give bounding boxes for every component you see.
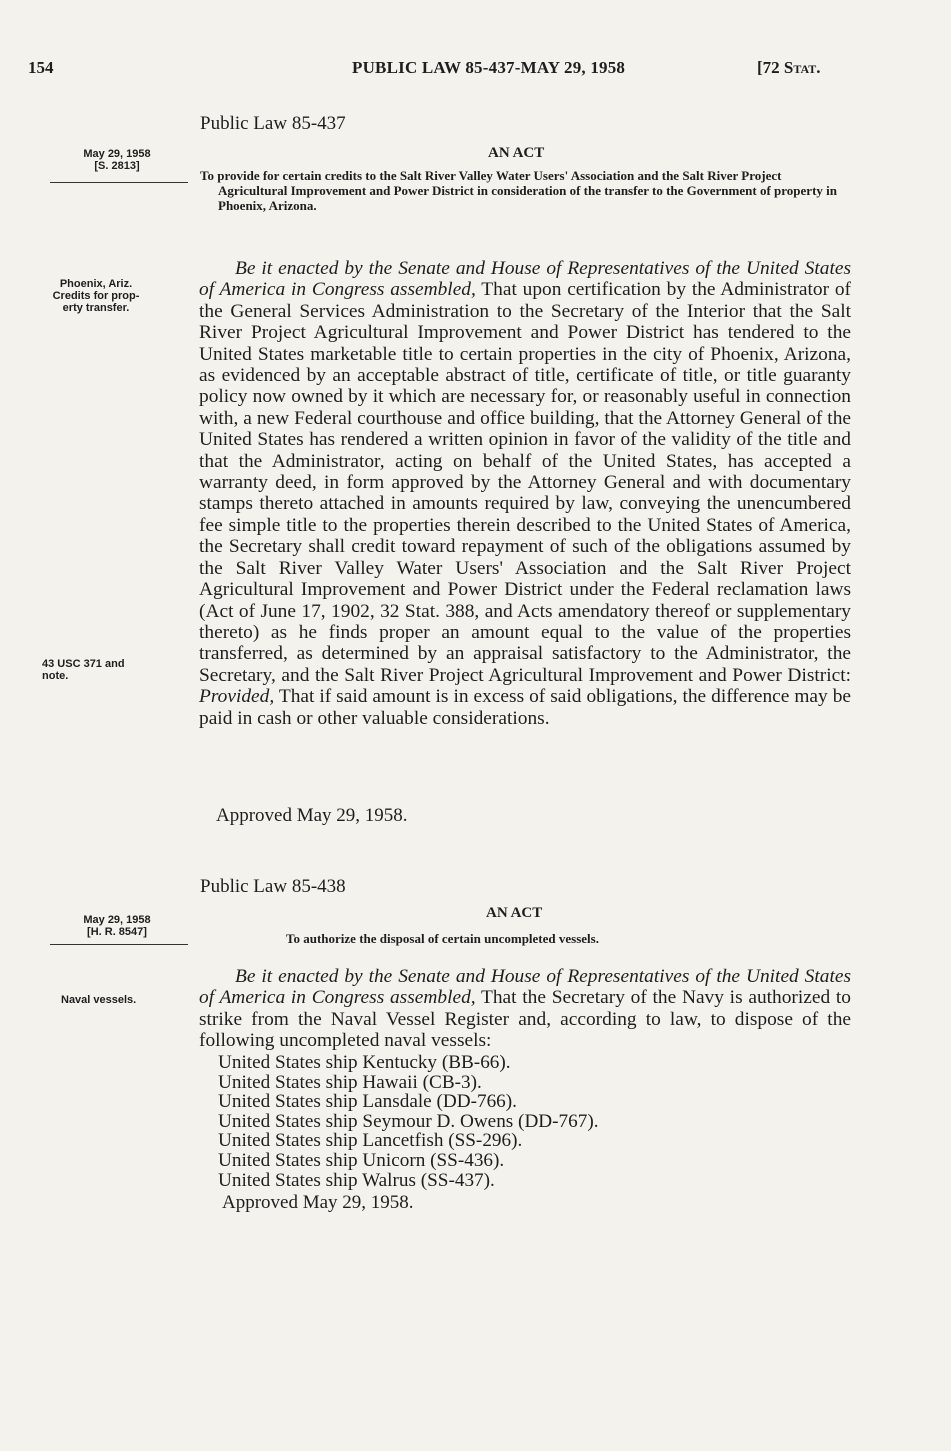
vessel-item: United States ship Seymour D. Owens (DD-767).	[218, 1110, 599, 1132]
law-85-437-purpose: To provide for certain credits to the Salt River Valley Water Users' Association and the Salt River Project Agricultural Improvement and Power District in consideration of the transfer to the Government of property in Phoenix, Arizona.	[200, 168, 837, 213]
law-85-437-body	[199, 258, 851, 729]
law-85-437-bill: [S. 2813]	[94, 160, 140, 172]
vessel-item: United States ship Lansdale (DD-766).	[218, 1091, 517, 1113]
margin-note-line: note.	[42, 670, 69, 682]
law-85-437-approved: Approved May 29, 1958.	[216, 805, 408, 826]
margin-note-line: erty transfer.	[62, 302, 130, 314]
margin-note-phoenix	[37, 278, 155, 314]
body-text: That the Secretary of the Navy is authorized to strike from the Naval Vessel Register and, according to law, to dispose of the following uncompleted naval vessels:	[199, 987, 851, 1052]
vessel-list	[218, 1053, 599, 1190]
proviso-word: Provided,	[199, 686, 275, 708]
law-85-438-bill: [H. R. 8547]	[87, 926, 147, 938]
margin-rule	[50, 182, 188, 183]
page-number: 154	[28, 58, 54, 77]
margin-rule	[50, 944, 188, 945]
margin-note-line: Phoenix, Ariz.	[59, 278, 133, 290]
law-title-85-438: Public Law 85-438	[200, 876, 346, 897]
vessel-item: United States ship Lancetfish (SS-296).	[218, 1130, 523, 1152]
margin-note-usc	[42, 658, 125, 682]
law-85-438-approved: Approved May 29, 1958.	[222, 1192, 414, 1213]
margin-note-line: 43 USC 371 and	[42, 658, 125, 670]
law-85-438-purpose: To authorize the disposal of certain uncompleted vessels.	[286, 931, 599, 946]
act-heading: AN ACT	[488, 145, 545, 161]
enacting-clause: Be it enacted by the Senate and House of Representatives of the United States of America in Congress assembled,	[199, 966, 851, 1009]
vessel-item: United States ship Kentucky (BB-66).	[218, 1052, 511, 1073]
margin-note-line: Credits for prop-	[52, 290, 140, 302]
statute-reference: [72 Stat.	[757, 58, 821, 77]
law-85-437-date: May 29, 1958	[83, 148, 151, 160]
body-text: That upon certification by the Administrator of the General Services Administration to the Secretary of the Interior that the Salt River Project Agricultural Improvement and Power District has tendered to the United States marketable title to certain properties in the city of Phoenix, Arizona, as evidenced by an acceptable abstract of title, certificate of title, or title guaranty policy now owned by it which are necessary for, or reasonably useful in connection with, a new Federal courthouse and office building, that the Attorney General of the United States has rendered a written opinion in favor of the validity of the title and that the Administrator, acting on behalf of the United States, has accepted a warranty deed, in form approved by the Attorney General and with documentary stamps thereto attached in amounts required by law, conveying the unencumbered fee simple title to the properties therein described to the United States of America, the Secretary shall credit toward repayment of such of the obligations assumed by the Salt River Valley Water Users' Association and the Salt River Project Agricultural Improvement and Power District under the Federal reclamation laws (Act of June 17, 1902, 32 Stat. 388, and Acts amendatory thereof or supplementary thereto) as he finds proper an amount equal to the value of the properties transferred, as determined by an appraisal satisfactory to the Administrator, the Secretary, and the Salt River Project Agricultural Improvement and Power District:	[199, 279, 851, 686]
law-title-85-437: Public Law 85-437	[200, 113, 346, 134]
vessel-item: United States ship Walrus (SS-437).	[218, 1169, 495, 1191]
act-heading: AN ACT	[486, 905, 543, 921]
law-85-438-date: May 29, 1958	[83, 914, 151, 926]
running-title: PUBLIC LAW 85-437-MAY 29, 1958	[352, 58, 626, 77]
enacting-clause: Be it enacted by the Senate and House of Representatives of the United States of America in Congress assembled,	[199, 258, 851, 301]
vessel-item: United States ship Hawaii (CB-3).	[218, 1071, 482, 1093]
vessel-item: United States ship Unicorn (SS-436).	[218, 1149, 505, 1171]
margin-note-naval-vessels: Naval vessels.	[61, 994, 137, 1006]
law-85-438-body	[199, 966, 851, 1052]
proviso-text: That if said amount is in excess of said obligations, the difference may be paid in cash or other valuable considerations.	[199, 686, 851, 729]
